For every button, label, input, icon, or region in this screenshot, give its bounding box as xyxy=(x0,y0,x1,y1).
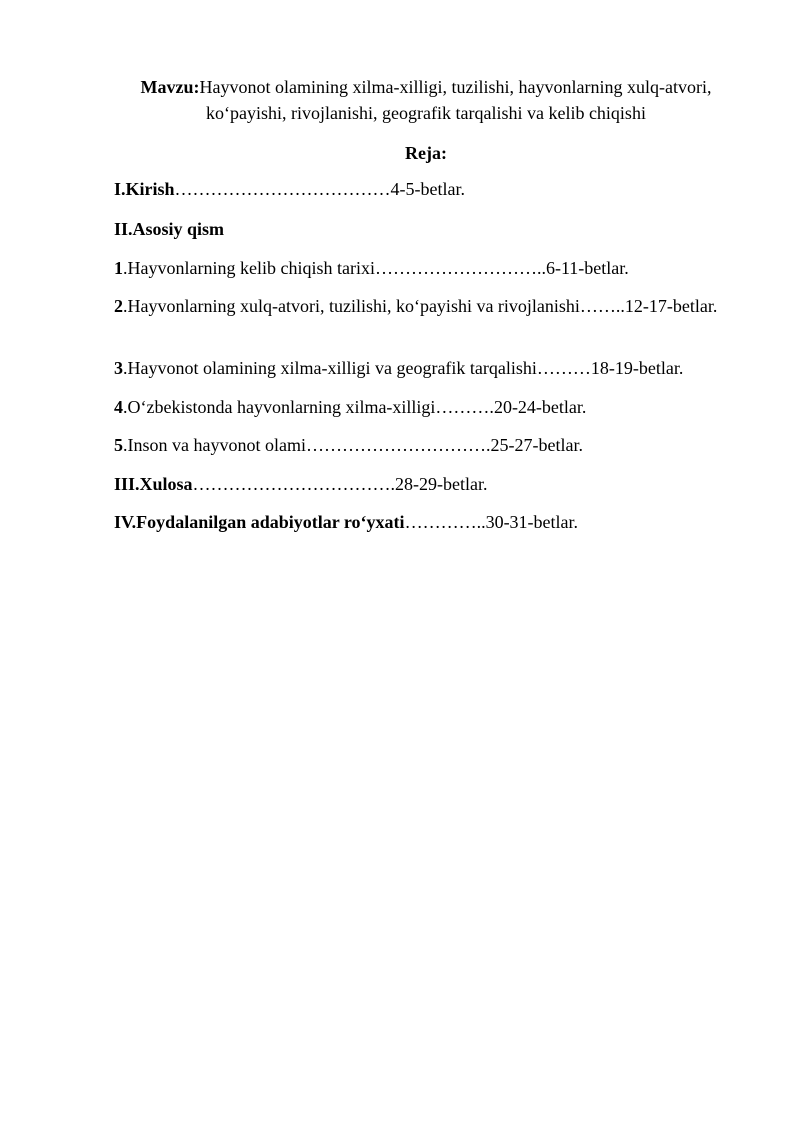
toc-references-pages: 30-31-betlar. xyxy=(485,512,579,532)
toc-conclusion xyxy=(114,472,742,496)
toc-item-3-num: 3 xyxy=(114,358,123,378)
toc-references-dots: ………….. xyxy=(404,512,486,532)
toc-item-2-num: 2 xyxy=(114,296,123,316)
toc-item-2 xyxy=(114,294,742,318)
toc-conclusion-dots: ……………………………. xyxy=(192,474,396,494)
toc-item-5-pages: 25-27-betlar. xyxy=(490,435,583,455)
toc-main-part xyxy=(114,217,742,241)
toc-item-4-num: 4 xyxy=(114,397,123,417)
toc-intro-label: I.Kirish xyxy=(114,179,175,199)
topic-label: Mavzu: xyxy=(140,77,200,97)
toc-main-part-label: II.Asosiy qism xyxy=(114,219,225,239)
toc-intro-dots: ……………………………… xyxy=(174,179,391,199)
plan-title: Reja: xyxy=(405,143,447,163)
toc-item-5 xyxy=(114,433,742,457)
topic-heading xyxy=(110,74,742,126)
toc-item-5-text: .Inson va hayvonot olami…………………………. xyxy=(123,435,491,455)
toc-intro xyxy=(114,177,742,201)
toc-item-3-pages: 18-19-betlar. xyxy=(590,358,684,378)
toc-conclusion-pages: 28-29-betlar. xyxy=(395,474,488,494)
toc-item-4-pages: 20-24-betlar. xyxy=(493,397,587,417)
toc-item-5-num: 5 xyxy=(114,435,123,455)
toc-references xyxy=(114,510,742,534)
toc-item-1-pages: 6-11-betlar. xyxy=(545,258,629,278)
toc-item-2-text: .Hayvonlarning xulq-atvori, tuzilishi, ko‘payishi va rivojlanishi……..12-17-betlar. xyxy=(123,296,718,316)
toc-item-3-text: .Hayvonot olamining xilma-xilligi va geografik tarqalishi……… xyxy=(123,358,591,378)
toc-conclusion-label: III.Xulosa xyxy=(114,474,193,494)
toc-item-1-text: .Hayvonlarning kelib chiqish tarixi xyxy=(123,258,375,278)
toc-item-4 xyxy=(114,395,742,419)
topic-text: Hayvonot olamining xilma-xilligi, tuzilishi, hayvonlarning xulq-atvori, ko‘payishi, rivojlanishi, geografik tarqalishi va kelib chiqishi xyxy=(199,77,712,123)
toc-item-4-text: .O‘zbekistonda hayvonlarning xilma-xilligi………. xyxy=(123,397,494,417)
toc-item-1 xyxy=(114,256,742,280)
toc-item-3 xyxy=(114,356,742,380)
toc-references-label: IV.Foydalanilgan adabiyotlar ro‘yxati xyxy=(114,512,405,532)
toc-item-1-num: 1 xyxy=(114,258,123,278)
toc-intro-pages: 4-5-betlar. xyxy=(390,179,465,199)
toc-item-1-dots: ……………………….. xyxy=(374,258,546,278)
